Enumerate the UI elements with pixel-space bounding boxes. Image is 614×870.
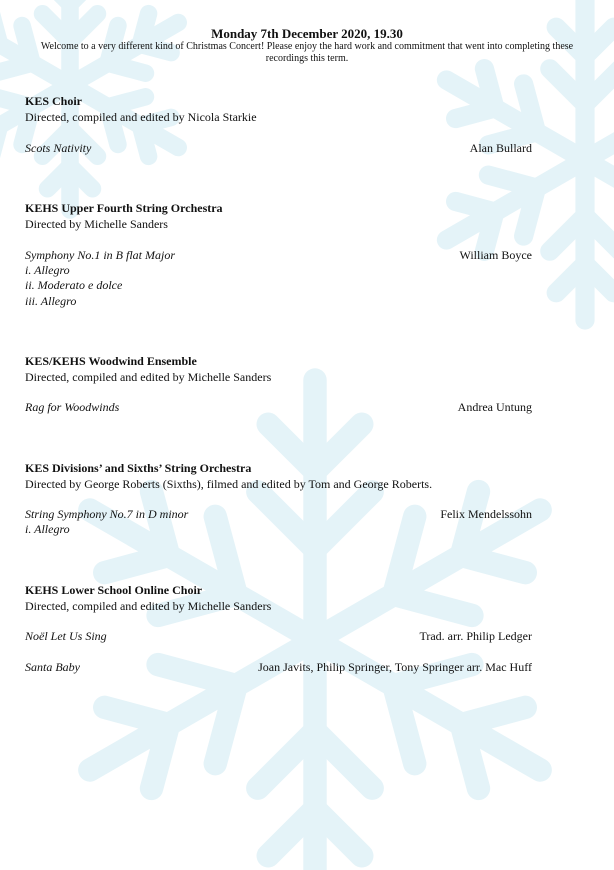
section-title: KES Choir [25, 94, 83, 108]
piece-title: String Symphony No.7 in D minor [25, 507, 189, 521]
piece-title: Rag for Woodwinds [25, 400, 120, 414]
section-credit: Directed by Michelle Sanders [25, 217, 168, 231]
section-credit: Directed, compiled and edited by Nicola Starkie [25, 110, 257, 124]
piece-title: Noël Let Us Sing [25, 629, 107, 643]
section-credit: Directed, compiled and edited by Michelle Sanders [25, 370, 272, 384]
piece-composer: Andrea Untung [457, 400, 532, 414]
concert-intro-text: Welcome to a very different kind of Christmas Concert! Please enjoy the hard work and commitment that went into completing these recordings this term. [40, 41, 574, 64]
piece-composer: William Boyce [459, 248, 532, 262]
piece-movement: i. Allegro [25, 263, 70, 277]
section-title: KES/KEHS Woodwind Ensemble [25, 354, 197, 368]
piece-composer: Alan Bullard [469, 141, 532, 155]
piece-composer: Joan Javits, Philip Springer, Tony Springer arr. Mac Huff [258, 660, 532, 674]
piece-movement: iii. Allegro [25, 294, 77, 308]
piece-composer: Trad. arr. Philip Ledger [419, 629, 532, 643]
concert-date-title: Monday 7th December 2020, 19.30 [211, 26, 403, 41]
section-credit: Directed by George Roberts (Sixths), filmed and edited by Tom and George Roberts. [25, 477, 433, 491]
section-credit: Directed, compiled and edited by Michelle Sanders [25, 599, 272, 613]
piece-title: Scots Nativity [25, 141, 92, 155]
section-title: KES Divisions’ and Sixths’ String Orchestra [25, 461, 252, 475]
section-title: KEHS Upper Fourth String Orchestra [25, 201, 223, 215]
piece-composer: Felix Mendelssohn [440, 507, 532, 521]
piece-title: Symphony No.1 in B flat Major [25, 248, 175, 262]
section-title: KEHS Lower School Online Choir [25, 583, 203, 597]
piece-movement: i. Allegro [25, 522, 70, 536]
piece-title: Santa Baby [25, 660, 80, 674]
piece-movement: ii. Moderato e dolce [25, 278, 123, 292]
